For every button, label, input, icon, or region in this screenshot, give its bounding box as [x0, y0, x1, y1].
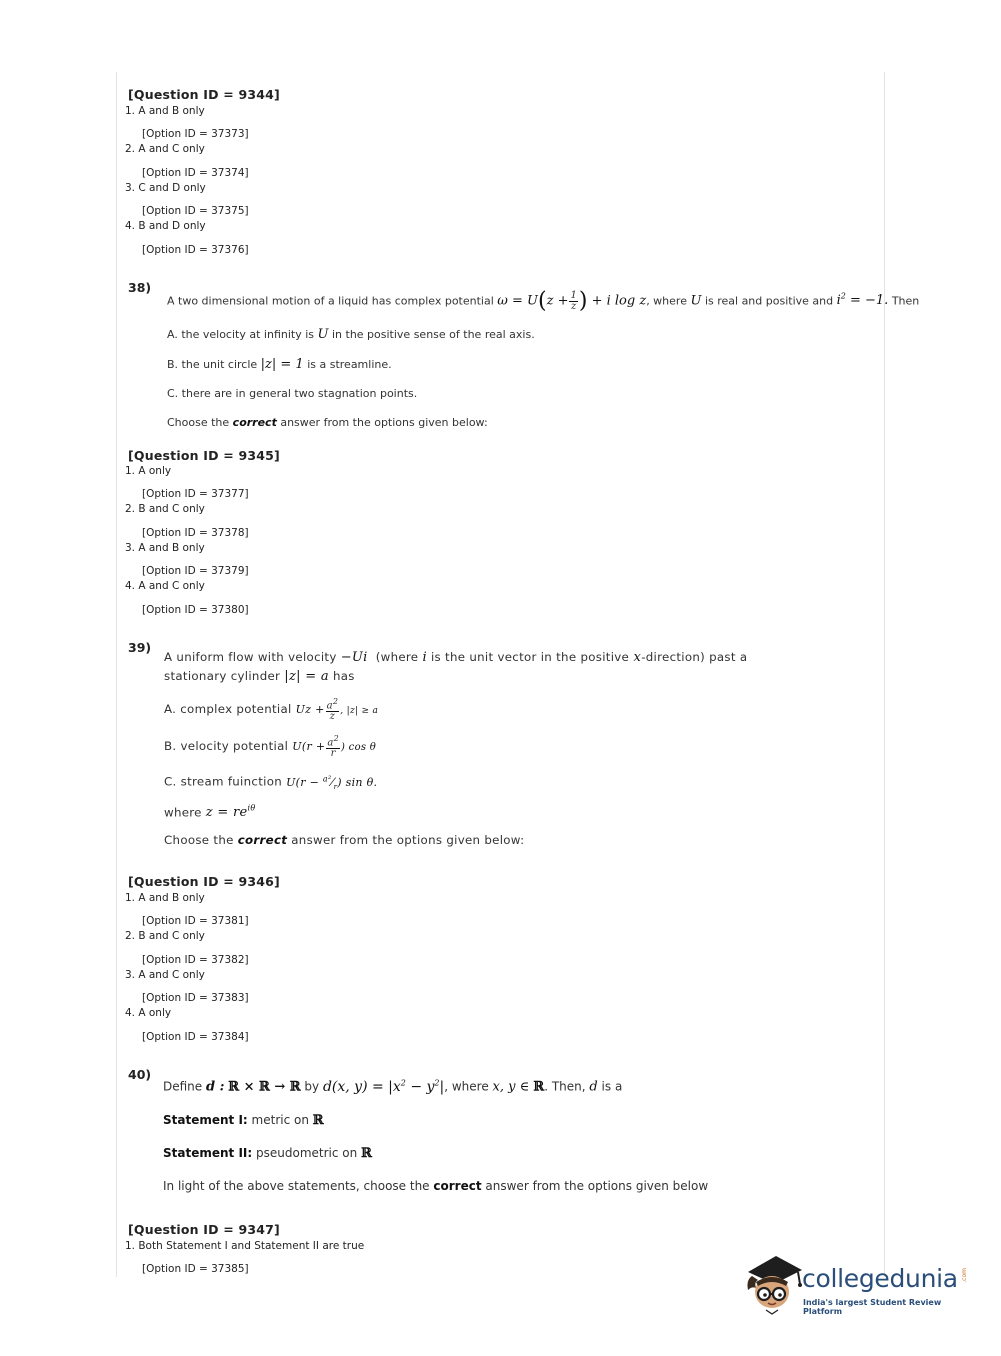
option-id: [Option ID = 37373]	[142, 128, 249, 140]
polar-expr: $z = re^{i\theta}$	[205, 804, 256, 821]
statement-a-tail: in the positive sense of the real axis.	[331, 328, 535, 341]
stream-function-expr: $U(r - ^{a^2}⁄_r)$ sin θ.	[286, 774, 378, 791]
paren-close: )	[578, 288, 588, 314]
q39-line1-mid: (where	[375, 650, 419, 664]
light-instruction	[163, 1179, 708, 1193]
light-pre: In light of the above statements, choose the	[163, 1179, 430, 1193]
d-var: d :	[206, 1079, 225, 1095]
q38-tail-1: , where	[646, 294, 687, 308]
then-text: . Then,	[544, 1079, 586, 1094]
statement-2-text: pseudometric on	[256, 1146, 358, 1160]
fraction-a2-over-z: $\frac{a^2}{z}$	[326, 696, 339, 723]
U-var: U	[690, 293, 702, 309]
option-label: 4. B and D only	[125, 220, 206, 232]
statement-1	[163, 1113, 324, 1128]
question-text-line-2	[164, 669, 355, 684]
option-label: 1. A and B only	[125, 105, 205, 117]
option-id: [Option ID = 37381]	[142, 915, 249, 927]
option-label: 4. A only	[125, 1007, 172, 1019]
statement-b-tail: is a streamline.	[307, 358, 392, 371]
choose-pre: Choose the	[167, 416, 230, 429]
i-var: i	[422, 650, 427, 665]
q39-line1-post: -direction) past a	[641, 650, 748, 664]
complex-potential-expr: Uz +	[295, 703, 325, 716]
ilogz: + i log z	[587, 293, 647, 309]
i-squared: $i^2 = -1$.	[836, 292, 889, 309]
choose-post: answer from the options given below:	[280, 416, 488, 429]
option-label: 2. B and C only	[125, 930, 205, 942]
option-label: 2. B and C only	[125, 503, 205, 515]
option-id: [Option ID = 37385]	[142, 1263, 249, 1275]
unit-circle-expr: |z| = 1	[260, 357, 304, 372]
fraction-one-over-z: $\frac{1}{z}$	[570, 289, 577, 312]
statement-2-label: Statement II:	[163, 1146, 253, 1160]
where-text: , where	[444, 1079, 489, 1094]
mascot-icon	[742, 1250, 804, 1316]
option-id: [Option ID = 37377]	[142, 488, 249, 500]
option-label: 3. C and D only	[125, 182, 206, 194]
cylinder-expr: |z| = a	[284, 669, 329, 684]
xy-in-R: x, y ∈	[492, 1079, 534, 1095]
page-border-right	[884, 72, 885, 1277]
q38-tail-2: is real and positive and	[704, 294, 834, 308]
fraction-a2-over-r: $\frac{a^2}{r}$	[327, 733, 339, 760]
U-var: U	[317, 327, 329, 342]
option-label: 1. Both Statement I and Statement II are true	[125, 1240, 365, 1252]
statement-b-text: B. the unit circle	[167, 358, 258, 371]
option-label: 4. A and C only	[125, 580, 205, 592]
option-id: [Option ID = 37382]	[142, 954, 249, 966]
option-id: [Option ID = 37383]	[142, 992, 249, 1004]
question-id: [Question ID = 9344]	[128, 87, 280, 102]
paren-open: (	[538, 288, 547, 314]
x-var: x	[629, 650, 642, 665]
question-text	[163, 1078, 622, 1095]
z-var: z +	[546, 293, 569, 309]
is-a-text: is a	[601, 1079, 623, 1094]
light-post: answer from the options given below	[485, 1179, 709, 1193]
question-id: [Question ID = 9346]	[128, 874, 280, 889]
choose-bold: correct	[237, 833, 288, 847]
q39-line1-pre: A uniform flow with velocity	[164, 650, 337, 664]
question-text	[167, 284, 919, 314]
logo-name: collegedunia	[802, 1264, 958, 1293]
metric-expr: d(x, $y) = |x^2 - y^2|$	[322, 1078, 445, 1095]
choose-post: answer from the options given below:	[291, 833, 525, 847]
statement-1-label: Statement I:	[163, 1113, 248, 1127]
statement-c	[164, 774, 377, 791]
statement-b	[164, 733, 376, 761]
R-symbol: ℝ	[312, 1113, 324, 1128]
option-id: [Option ID = 37380]	[142, 604, 249, 616]
statement-2	[163, 1146, 372, 1161]
mapping-expr: ℝ × ℝ → ℝ	[228, 1079, 301, 1095]
statement-a	[164, 696, 378, 724]
q38-intro: A two dimensional motion of a liquid has complex potential	[167, 294, 494, 308]
choose-bold: correct	[232, 416, 277, 429]
omega-symbol: ω = U	[497, 293, 538, 309]
collegedunia-logo[interactable]	[742, 1250, 972, 1320]
option-id: [Option ID = 37376]	[142, 244, 249, 256]
option-label: 1. A and B only	[125, 892, 205, 904]
option-id: [Option ID = 37374]	[142, 167, 249, 179]
option-id: [Option ID = 37378]	[142, 527, 249, 539]
q39-line2-pre: stationary cylinder	[164, 669, 281, 683]
option-label: 3. A and C only	[125, 969, 205, 981]
cos-theta: ) cos θ	[341, 742, 377, 753]
option-id: [Option ID = 37384]	[142, 1031, 249, 1043]
R-symbol: ℝ	[361, 1146, 372, 1161]
q38-tail-3: Then	[891, 294, 920, 308]
question-number: 38)	[128, 280, 152, 295]
logo-tagline: India's largest Student Review Platform	[803, 1298, 942, 1316]
statement-a	[167, 327, 535, 342]
question-id: [Question ID = 9345]	[128, 448, 280, 463]
statement-1-text: metric on	[251, 1113, 309, 1127]
option-label: 2. A and C only	[125, 143, 205, 155]
logo-com: .com	[961, 1268, 968, 1283]
question-number: 40)	[128, 1067, 152, 1082]
statement-b	[167, 357, 392, 372]
question-number: 39)	[128, 640, 152, 655]
q39-line1-mid2: is the unit vector in the positive	[430, 650, 630, 664]
option-label: 3. A and B only	[125, 542, 205, 554]
question-id: [Question ID = 9347]	[128, 1222, 280, 1237]
choose-instruction	[164, 833, 524, 847]
d-var: d	[589, 1079, 598, 1095]
statement-a-text: A. the velocity at infinity is	[167, 328, 315, 341]
light-bold: correct	[433, 1179, 482, 1193]
option-id: [Option ID = 37379]	[142, 565, 249, 577]
statement-a-text: A. complex potential	[164, 702, 292, 716]
domain-expr: , |z| ≥ a	[340, 706, 379, 716]
q39-line2-post: has	[332, 669, 355, 683]
statement-c: C. there are in general two stagnation points.	[167, 387, 418, 400]
statement-c-text: C. stream fuinction	[164, 774, 282, 789]
by-text: by	[304, 1079, 320, 1094]
velocity-expr: −Ui	[340, 650, 368, 665]
option-label: 1. A only	[125, 465, 172, 477]
choose-instruction	[167, 416, 488, 429]
question-text-line-1	[164, 650, 747, 665]
option-id: [Option ID = 37375]	[142, 205, 249, 217]
define-text: Define	[163, 1079, 203, 1094]
choose-pre: Choose the	[164, 833, 234, 847]
page-border-left	[116, 72, 117, 1277]
statement-b-text: B. velocity potential	[164, 739, 289, 753]
R-symbol: ℝ	[533, 1079, 545, 1095]
where-line	[164, 804, 256, 820]
where-text: where	[164, 805, 202, 820]
velocity-potential-expr: U(r +	[292, 740, 326, 753]
